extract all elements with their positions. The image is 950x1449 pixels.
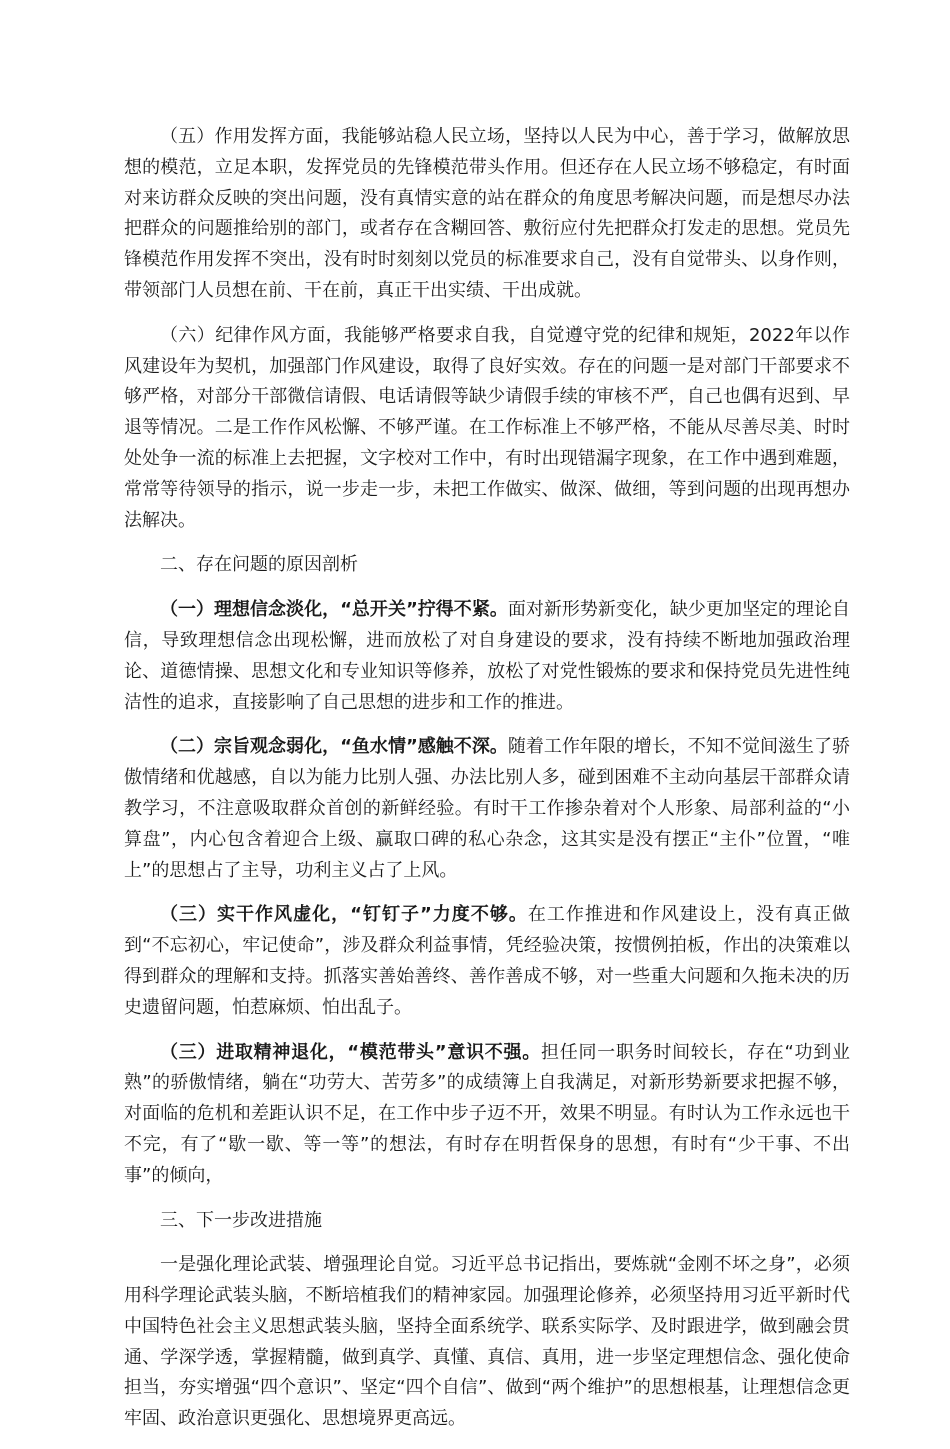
paragraph-lead: （三）实干作风虚化，“钉钉子”力度不够。 bbox=[160, 904, 528, 926]
heading-text: 二、存在问题的原因剖析 bbox=[160, 554, 358, 576]
paragraph-text: 担任同一职务时间较长，存在“功到业熟”的骄傲情绪，躺在“功劳大、苦劳多”的成绩簿上自我满足，对新形势新要求把握不够，对面临的危机和差距认识不足，在工作中步子迈不开，效果不明显。有时认为工作永远也干不完，有了“歇一歇、等一等”的想法，有时存在明哲保身的思想，有时有“少干事、不出事”的倾向， bbox=[124, 1041, 850, 1186]
paragraph-discipline-style bbox=[124, 321, 850, 537]
heading-text: 三、下一步改进措施 bbox=[160, 1209, 322, 1231]
paragraph-purpose-concept bbox=[124, 732, 850, 886]
paragraph-text: 随着工作年限的增长，不知不觉间滋生了骄傲情绪和优越感，自以为能力比别人强、办法比别人多，碰到困难不主动向基层干部群众请教学习，不注意吸取群众首创的新鲜经验。有时干工作掺杂着对个人形象、局部利益的“小算盘”，内心包含着迎合上级、赢取口碑的私心杂念，这其实是没有摆正“主仆”位置，“唯上”的思想占了主导，功利主义占了上风。 bbox=[124, 736, 850, 881]
paragraph-ideals-faith bbox=[124, 595, 850, 718]
paragraph-lead: （一）理想信念淡化，“总开关”拧得不紧。 bbox=[160, 599, 508, 621]
paragraph-text: 在工作推进和作风建设上，没有真正做到“不忘初心，牢记使命”，涉及群众利益事情，凭经验决策，按惯例拍板，作出的决策难以得到群众的理解和支持。抓落实善始善终、善作善成不够，对一些重大问题和久拖未决的历史遗留问题，怕惹麻烦、怕出乱子。 bbox=[124, 904, 850, 1018]
paragraph-text: （六）纪律作风方面，我能够严格要求自我，自觉遵守党的纪律和规矩，2022年以作风建设年为契机，加强部门作风建设，取得了良好实效。存在的问题一是对部门干部要求不够严格，对部分干部微信请假、电话请假等缺少请假手续的审核不严，自己也偶有迟到、早退等情况。二是工作作风松懈、不够严谨。在工作标准上不够严格，不能从尽善尽美、时时处处争一流的标准上去把握，文字校对工作中，有时出现错漏字现象，在工作中遇到难题，常常等待领导的指示，说一步走一步，未把工作做实、做深、做细，等到问题的出现再想办法解决。 bbox=[124, 324, 850, 531]
paragraph-text: 面对新形势新变化，缺少更加坚定的理论自信，导致理想信念出现松懈，进而放松了对自身建设的要求，没有持续不断地加强政治理论、道德情操、思想文化和专业知识等修养，放松了对党性锻炼的要求和保持党员先进性纯洁性的追求，直接影响了自己思想的进步和工作的推进。 bbox=[124, 599, 850, 713]
paragraph-practical-style bbox=[124, 900, 850, 1023]
paragraph-lead: （二）宗旨观念弱化，“鱼水情”感触不深。 bbox=[160, 736, 508, 758]
paragraph-lead: （三）进取精神退化，“模范带头”意识不强。 bbox=[160, 1041, 541, 1063]
paragraph-text: 一是强化理论武装、增强理论自觉。习近平总书记指出，要炼就“金刚不坏之身”，必须用科学理论武装头脑，不断培植我们的精神家园。加强理论修养，必须坚持用习近平新时代中国特色社会主义思想武装头脑，坚持全面系统学、联系实际学、及时跟进学，做到融会贯通、学深学透，掌握精髓，做到真学、真懂、真信、真用，进一步坚定理想信念、强化使命担当，夯实增强“四个意识”、坚定“四个自信”、做到“两个维护”的思想根基，让理想信念更牢固、政治意识更强化、思想境界更高远。 bbox=[124, 1254, 850, 1430]
section-heading-cause-analysis bbox=[124, 550, 850, 581]
document-page bbox=[124, 122, 850, 1449]
paragraph-role-performance bbox=[124, 122, 850, 307]
paragraph-enterprising-spirit bbox=[124, 1038, 850, 1192]
paragraph-theory-arming bbox=[124, 1250, 850, 1435]
section-heading-improvement-measures bbox=[124, 1206, 850, 1237]
paragraph-text: （五）作用发挥方面，我能够站稳人民立场，坚持以人民为中心，善于学习，做解放思想的模范，立足本职，发挥党员的先锋模范带头作用。但还存在人民立场不够稳定，有时面对来访群众反映的突出问题，没有真情实意的站在群众的角度思考解决问题，而是想尽办法把群众的问题推给别的部门，或者存在含糊回答、敷衍应付先把群众打发走的思想。党员先锋模范作用发挥不突出，没有时时刻刻以党员的标准要求自己，没有自觉带头、以身作则，带领部门人员想在前、干在前，真正干出实绩、干出成就。 bbox=[124, 126, 850, 301]
